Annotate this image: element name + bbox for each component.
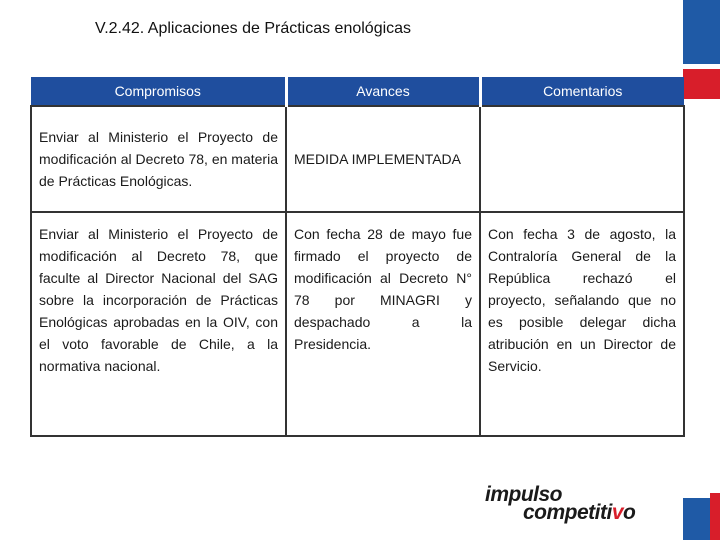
slide-title: V.2.42. Aplicaciones de Prácticas enológicas [95, 20, 412, 37]
table-row [31, 106, 684, 212]
cell-avance: MEDIDA IMPLEMENTADA [286, 106, 480, 212]
cell-compromiso: Enviar al Ministerio el Proyecto de modificación al Decreto 78, en materia de Prácticas Enológicas. [31, 106, 286, 212]
commitments-table [30, 77, 685, 437]
logo-line-1: impulso [485, 483, 563, 506]
header-compromisos: Compromisos [31, 77, 286, 106]
cell-compromiso: Enviar al Ministerio el Proyecto de modificación al Decreto 78, que faculte al Director Nacional del SAG sobre la incorporación de Prácticas Enológicas aprobadas en la OIV, con el voto favorable de Chile, a la normativa nacional. [31, 212, 286, 436]
header-avances: Avances [286, 77, 480, 106]
cell-comentario [480, 106, 684, 212]
table-row [31, 212, 684, 436]
cell-comentario: Con fecha 3 de agosto, la Contraloría General de la República rechazó el proyecto, señalando que no es posible delegar dicha atribución en un Director de Servicio. [480, 212, 684, 436]
cell-avance: Con fecha 28 de mayo fue firmado el proyecto de modificación al Decreto N° 78 por MINAGRI y despachado a la Presidencia. [286, 212, 480, 436]
flag-decoration-top [683, 0, 720, 99]
logo-line-2: competitivo [523, 501, 636, 524]
checkmark-icon: v [611, 501, 624, 524]
flag-decoration-bottom [683, 493, 720, 540]
header-comentarios: Comentarios [480, 77, 684, 106]
impulso-competitivo-logo [485, 483, 636, 524]
table-header-row [31, 77, 684, 106]
